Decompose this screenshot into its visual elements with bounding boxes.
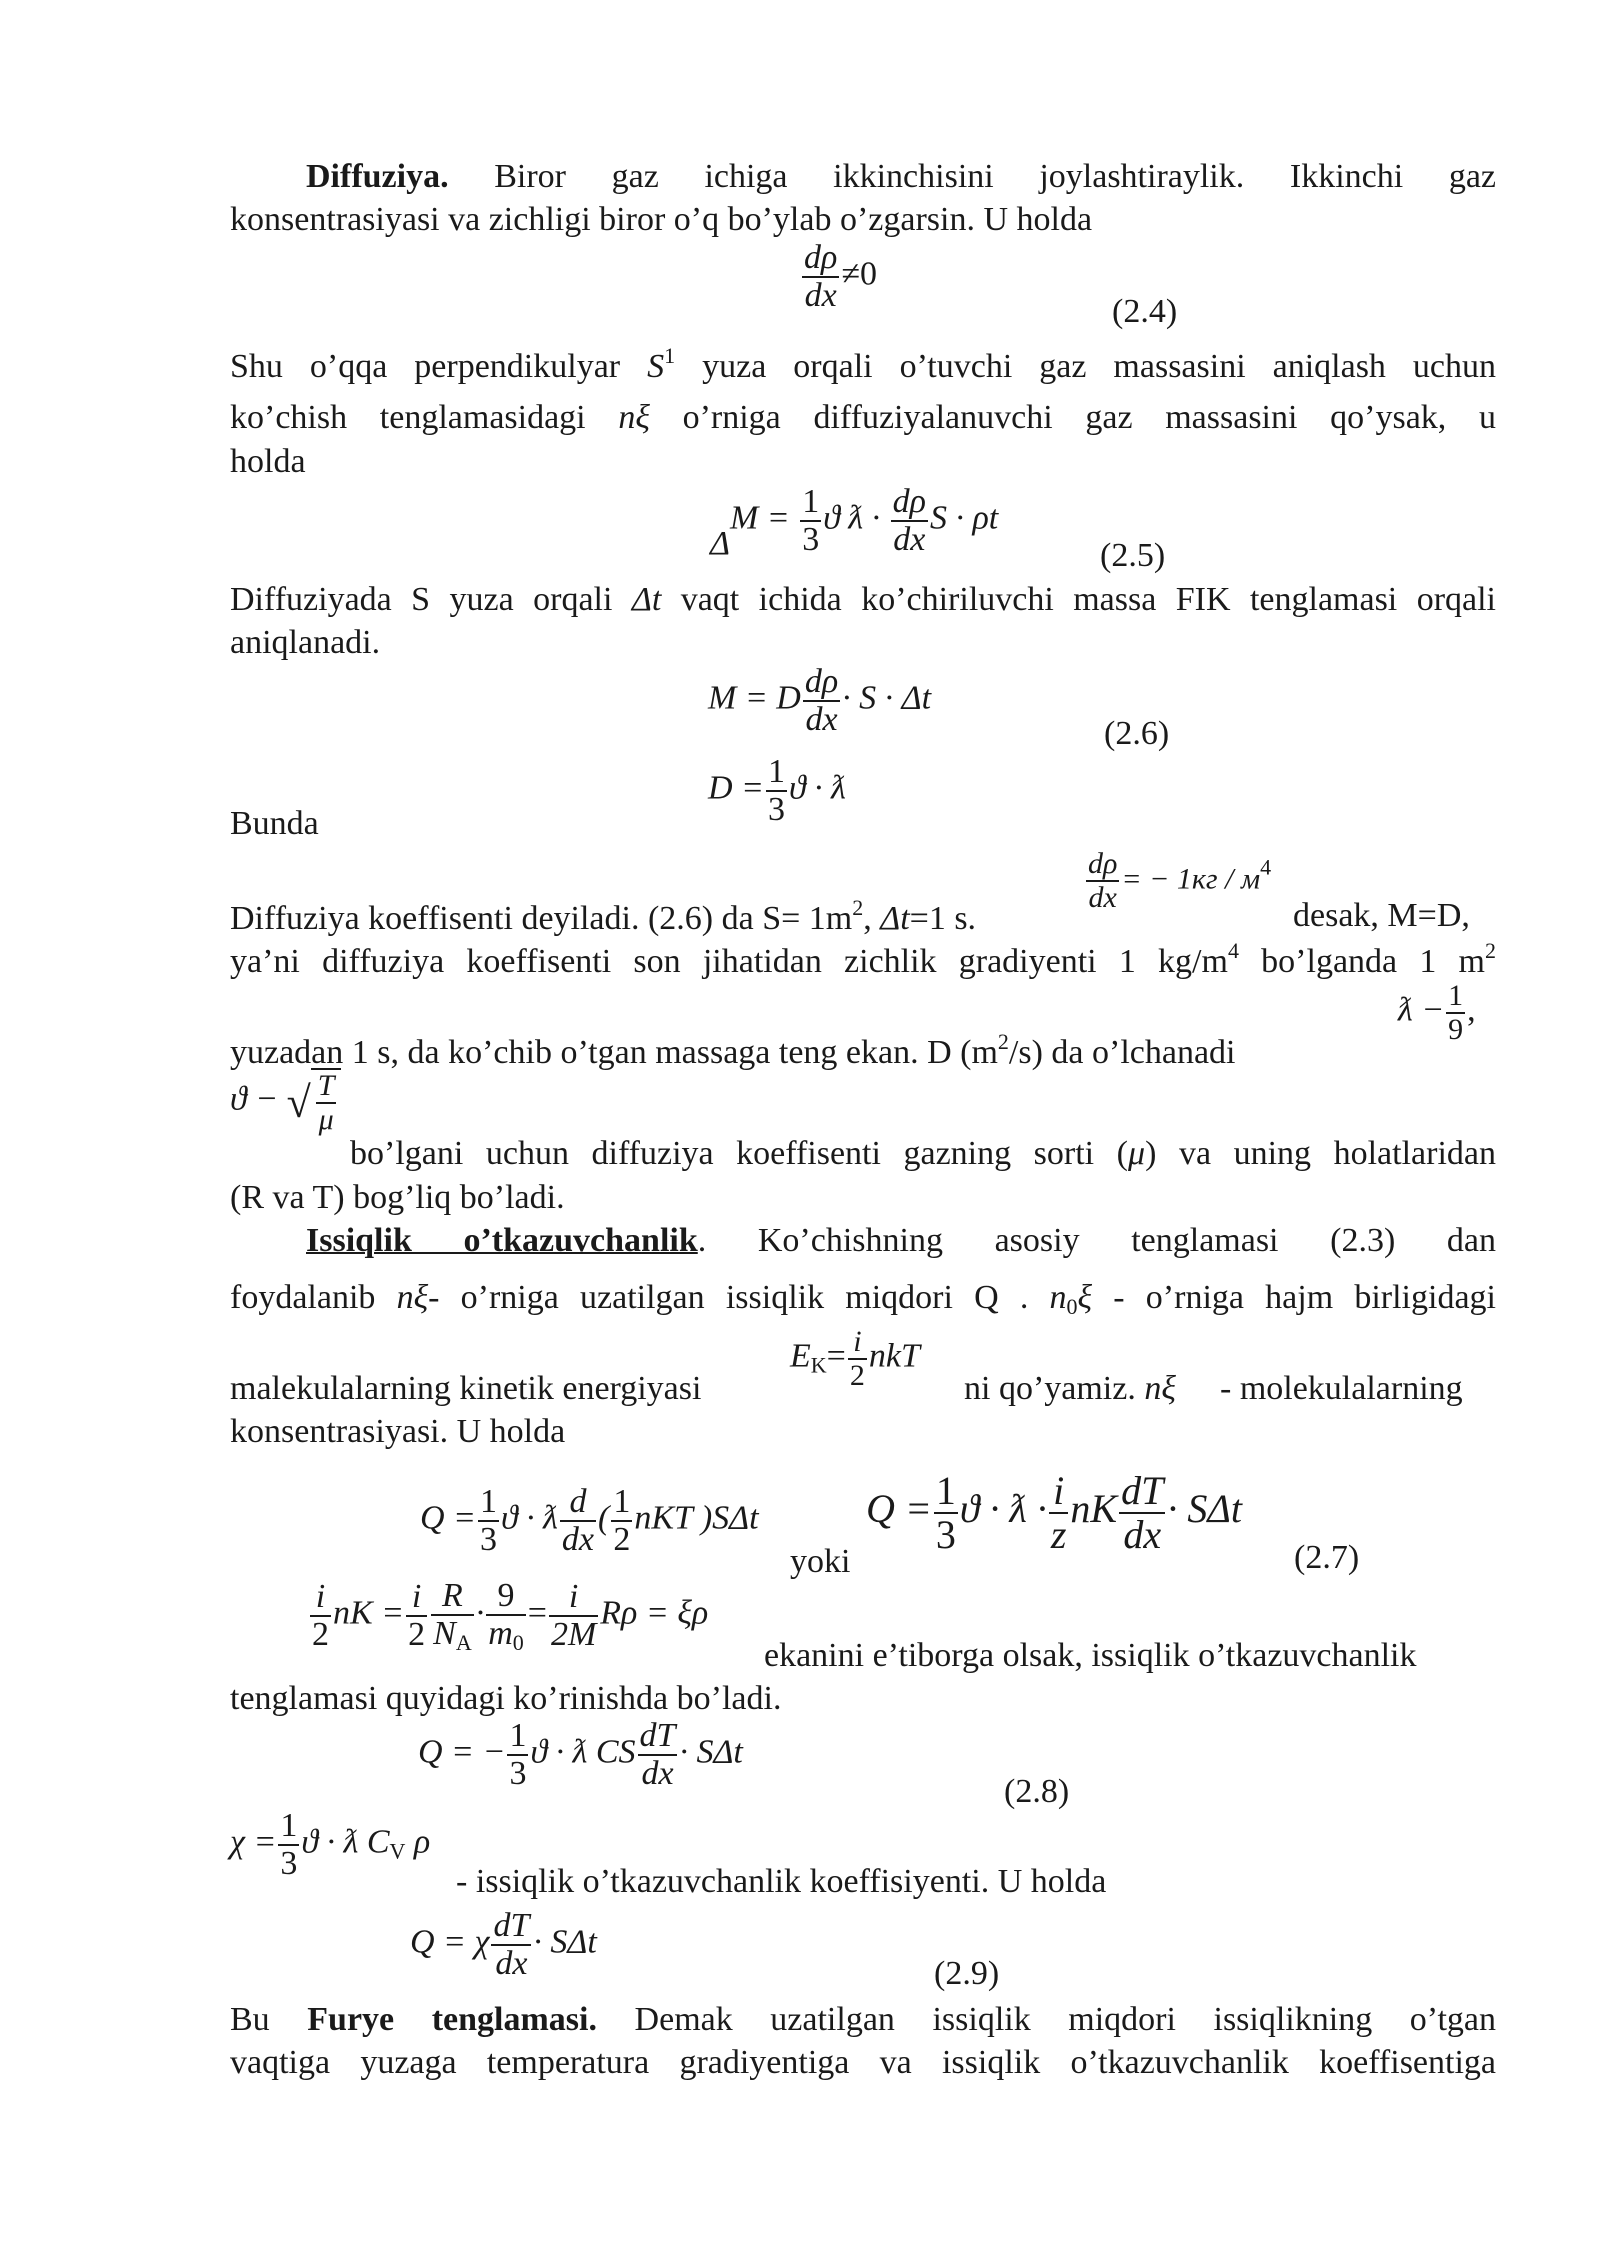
- equation-2-6: M = D $\frac{d\rho}{dx}$ · S · Δt: [708, 663, 932, 738]
- equation-chi: χ = $\frac{1}{3}$ ϑ · ƛ $C_V$ ρ: [230, 1807, 431, 1882]
- paragraph-4-line1c: desak, M=D,: [1293, 897, 1470, 934]
- equation-2-7b: Q = $\frac{1}{3}$ ϑ · ƛ · $\frac{i}{z}$ nK $\frac{dT}{dx}$ · SΔt: [866, 1468, 1242, 1557]
- paragraph-6-line0: ekanini e’tiborga olsak, issiqlik o’tkazuvchanlik: [764, 1637, 1417, 1674]
- paragraph-4-line1a: Diffuziya koeffisenti deyiladi. (2.6) da $S= 1m^2$, Δt=1 s.: [230, 895, 977, 937]
- paragraph-3-line1: Diffuziyada S yuza orqali Δt vaqt ichida ko’chiriluvchi massa FIK tenglamasi orqali: [230, 581, 1496, 618]
- equation-2-8: Q = − $\frac{1}{3}$ ϑ · ƛ CS $\frac{dT}{dx}$ · SΔt: [418, 1717, 743, 1792]
- paragraph-diffuziya-line1: Diffuziya. Biror gaz ichiga ikkinchisini joylashtiraylik. Ikkinchi gaz: [306, 158, 1497, 195]
- equation-theta-sqrt: ϑ − √ $\frac{T}{\mu}$: [230, 1068, 341, 1135]
- text-bunda: Bunda: [230, 805, 319, 842]
- paragraph-2-line1: Shu o’qqa perpendikulyar $S^1$ yuza orqali o’tuvchi gaz massasini aniqlash uchun: [230, 343, 1497, 385]
- paragraph-5-line2: foydalanib nξ- o’rniga uzatilgan issiqlik miqdori Q . $n_0\xi$ - o’rniga hajm birligidagi: [230, 1279, 1496, 1319]
- paragraph-4-line2: ya’ni diffuziya koeffisenti son jihatidan zichlik gradiyenti 1 $kg/m^4$ bo’lganda 1 $m^2$: [230, 938, 1497, 980]
- symbol-nxi: nξ: [618, 399, 650, 436]
- paragraph-7-line1: Bu Furye tenglamasi. Demak uzatilgan issiqlik miqdori issiqlikning o’tgan: [230, 2001, 1497, 2038]
- equation-number-2-6: (2.6): [1104, 715, 1170, 752]
- equation-d-definition: D = $\frac{1}{3}$ ϑ · ƛ: [708, 753, 846, 828]
- heading-issiqlik: Issiqlik o’tkazuvchanlik: [306, 1222, 698, 1259]
- paragraph-6-line1: tenglamasi quyidagi ko’rinishda bo’ladi.: [230, 1680, 782, 1717]
- heading-diffuziya: Diffuziya.: [306, 158, 449, 195]
- equation-kinetic-energy: $E_K=$ $\frac{i}{2}$ nkT: [790, 1325, 920, 1392]
- paragraph-4-line3: yuzadan 1 s, da ko’chib o’tgan massaga teng ekan. D $(m^2/s)$ da o’lchanadi: [230, 1029, 1236, 1071]
- equation-2-7a: Q = $\frac{1}{3}$ ϑ · ƛ $\frac{d}{dx}$ ( $\frac{1}{2}$ nKT )SΔt: [420, 1483, 759, 1558]
- paragraph-5-line3b: ni qo’yamiz. nξ: [964, 1370, 1176, 1407]
- paragraph-3-line2: aniqlanadi.: [230, 624, 381, 661]
- paragraph-2-line2: ko’chish tenglamasidagi nξ o’rniga diffuziyalanuvchi gaz massasini qo’ysak, u: [230, 399, 1497, 436]
- equation-number-2-7: (2.7): [1294, 1539, 1360, 1576]
- equation-number-2-9: (2.9): [934, 1955, 1000, 1992]
- paragraph-4-line5: (R va T) bog’liq bo’ladi.: [230, 1179, 565, 1216]
- equation-number-2-5: (2.5): [1100, 537, 1166, 574]
- paragraph-5-line4: konsentrasiyasi. U holda: [230, 1413, 566, 1450]
- equation-nk-relation: $\frac{i}{2}$ nK = $\frac{i}{2}$ $\frac{R}{N_A}$ · $\frac{9}{m_0}$ = $\frac{i}{2M}$ Rρ = ξρ: [312, 1577, 709, 1655]
- paragraph-7-line2: vaqtiga yuzaga temperatura gradiyentiga va issiqlik o’tkazuvchanlik koeffisentiga: [230, 2044, 1496, 2081]
- heading-furye: Furye tenglamasi.: [307, 2001, 597, 2038]
- symbol-s1: $S^1$: [647, 343, 676, 385]
- paragraph-5-line1: Issiqlik o’tkazuvchanlik. Ko’chishning asosiy tenglamasi (2.3) dan: [306, 1222, 1496, 1259]
- paragraph-5-line3c: - molekulalarning: [1220, 1370, 1463, 1407]
- text-yoki: yoki: [790, 1543, 851, 1580]
- paragraph-5-line3a: malekulalarning kinetik energiyasi: [230, 1370, 702, 1407]
- equation-number-2-4: (2.4): [1112, 293, 1178, 330]
- equation-density-gradient: $\frac{d\rho}{dx}$ = − $1кг / м^4$: [1088, 847, 1272, 914]
- paragraph-4-line4: bo’lgani uchun diffuziya koeffisenti gazning sorti (μ) va uning holatlaridan: [350, 1135, 1496, 1172]
- equation-lambda: ƛ − $\frac{1}{9}$ ,: [1398, 979, 1476, 1046]
- paragraph-diffuziya-line2: konsentrasiyasi va zichligi biror o’q bo’ylab o’zgarsin. U holda: [230, 201, 1093, 238]
- equation-2-4: $\frac{d\rho}{dx}$ ≠0: [804, 239, 877, 314]
- equation-2-9: Q = χ $\frac{dT}{dx}$ · SΔt: [410, 1907, 597, 1982]
- paragraph-chi-text: - issiqlik o’tkazuvchanlik koeffisiyenti. U holda: [456, 1863, 1107, 1900]
- equation-2-5: ΔM = $\frac{1}{3}$ ϑ ƛ · $\frac{d\rho}{dx}$ S · ρt: [710, 483, 999, 563]
- equation-number-2-8: (2.8): [1004, 1773, 1070, 1810]
- paragraph-2-line3: holda: [230, 443, 306, 480]
